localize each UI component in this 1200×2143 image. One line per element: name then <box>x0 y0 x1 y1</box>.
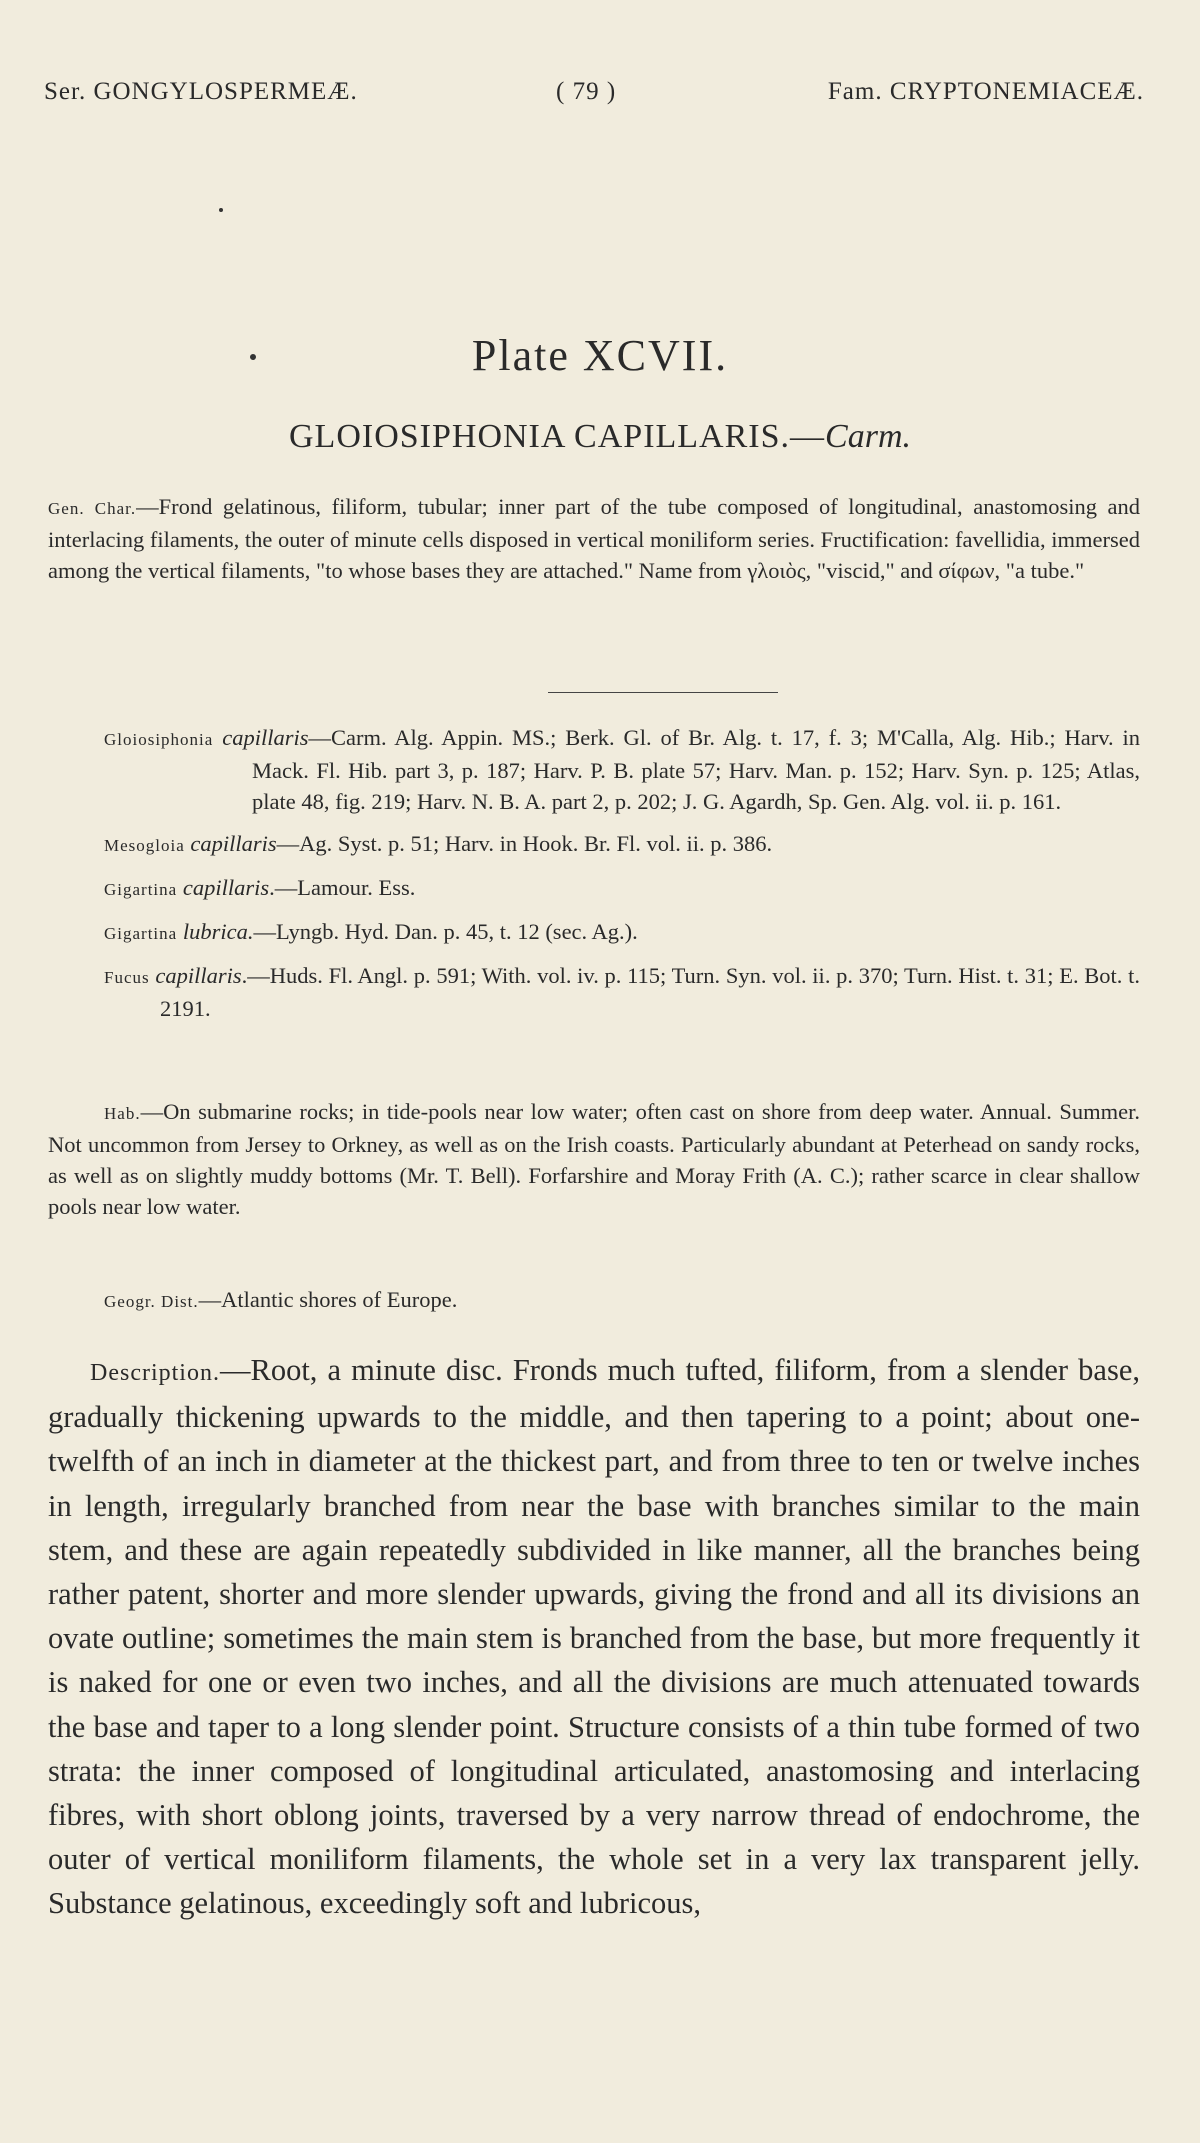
synonym-species: capillaris <box>222 725 309 750</box>
synonym-genus: Gigartina <box>104 880 178 899</box>
generic-character <box>48 491 1140 586</box>
geogr-label: Geogr. Dist. <box>104 1292 199 1311</box>
synonymy-list <box>104 722 1140 1035</box>
description-section <box>48 1348 1140 1926</box>
species-author: Carm. <box>825 418 911 455</box>
plate-numeral: XCVII. <box>582 331 729 380</box>
speck-mark <box>219 208 223 212</box>
habitat-text: —On submarine rocks; in tide-pools near low water; often cast on shore from deep water. Annual. Summer. Not uncommon from Jersey to Orkney, as well as on the Irish coasts. Particularly abundant at Peterhead on sandy rocks, as well as on slightly muddy bottoms (Mr. T. Bell). Forfarshire and Moray Frith (A. C.); rather scarce in clear shallow pools near low water. <box>48 1099 1140 1219</box>
page-number: ( 79 ) <box>556 78 617 105</box>
synonym-refs: —Lyngb. Hyd. Dan. p. 45, t. 12 (sec. Ag.). <box>253 919 638 944</box>
habitat-section <box>48 1096 1140 1222</box>
synonym-genus: Fucus <box>104 968 150 987</box>
section-divider <box>548 692 778 693</box>
synonym-entry <box>104 722 1140 817</box>
plate-heading <box>0 330 1200 381</box>
synonym-species: capillaris <box>190 831 277 856</box>
synonym-refs: —Carm. Alg. Appin. MS.; Berk. Gl. of Br. Alg. t. 17, f. 3; M'Calla, Alg. Hib.; Harv. in Mack. Fl. Hib. part 3, p. 187; Harv. P. B. plate 57; Harv. Man. p. 152; Harv. Syn. p. 125; Atlas, plate 48, fig. 219; Harv. N. B. A. part 2, p. 202; J. G. Agardh, Sp. Gen. Alg. vol. ii. p. 161. <box>252 725 1140 814</box>
plate-label: Plate <box>471 331 570 380</box>
synonym-genus: Gloiosiphonia <box>104 730 214 749</box>
synonym-species: capillaris <box>182 875 270 900</box>
habitat-label: Hab. <box>104 1104 141 1123</box>
species-title <box>0 418 1200 456</box>
gen-char-label: Gen. Char. <box>48 499 137 518</box>
synonym-species: lubrica. <box>182 919 254 944</box>
synonym-genus: Gigartina <box>104 924 178 943</box>
running-header <box>44 78 1144 118</box>
synonym-entry <box>104 960 1140 1024</box>
synonym-refs: .—Huds. Fl. Angl. p. 591; With. vol. iv. p. 115; Turn. Syn. vol. ii. p. 370; Turn. Hist. t. 31; E. Bot. t. 2191. <box>160 963 1141 1021</box>
species-name: GLOIOSIPHONIA CAPILLARIS.— <box>289 418 826 455</box>
description-label: Description. <box>90 1360 220 1386</box>
description-text: —Root, a minute disc. Fronds much tufted, filiform, from a slender base, gradually thickening upwards to the middle, and then tapering to a point; about one-twelfth of an inch in diameter at the thickest part, and from three to ten or twelve inches in length, irregularly branched from near the base with branches similar to the main stem, and these are again repeatedly subdivided in like manner, all the branches being rather patent, shorter and more slender upwards, giving the frond and all its divisions an ovate outline; sometimes the main stem is branched from the base, but more frequently it is naked for one or even two inches, and all the divisions are much attenuated towards the base and taper to a long slender point. Structure consists of a thin tube formed of two strata: the inner composed of longitudinal articulated, anastomosing and interlacing fibres, with short oblong joints, traversed by a very narrow thread of endochrome, the outer of vertical moniliform filaments, the whole set in a very lax transparent jelly. Substance gelatinous, exceedingly soft and lubricous, <box>48 1353 1140 1921</box>
synonym-species: capillaris <box>155 963 242 988</box>
synonym-entry <box>104 828 1140 861</box>
synonym-genus: Mesogloia <box>104 836 185 855</box>
synonym-entry <box>104 872 1140 905</box>
synonym-entry <box>104 916 1140 949</box>
synonym-refs: —Ag. Syst. p. 51; Harv. in Hook. Br. Fl. vol. ii. p. 386. <box>276 831 773 856</box>
gen-char-text: —Frond gelatinous, filiform, tubular; inner part of the tube composed of longitudinal, anastomosing and interlacing filaments, the outer of minute cells disposed in vertical moniliform series. Fructification: favellidia, immersed among the vertical filaments, "to whose bases they are attached." Name from γλοιὸς, "viscid," and σίφων, "a tube." <box>48 494 1140 583</box>
synonym-refs: .—Lamour. Ess. <box>269 875 416 900</box>
geogr-text: —Atlantic shores of Europe. <box>198 1287 458 1312</box>
geographic-distribution <box>104 1284 1140 1317</box>
header-family: Fam. CRYPTONEMIACEÆ. <box>827 78 1144 105</box>
header-series: Ser. GONGYLOSPERMEÆ. <box>44 78 358 105</box>
